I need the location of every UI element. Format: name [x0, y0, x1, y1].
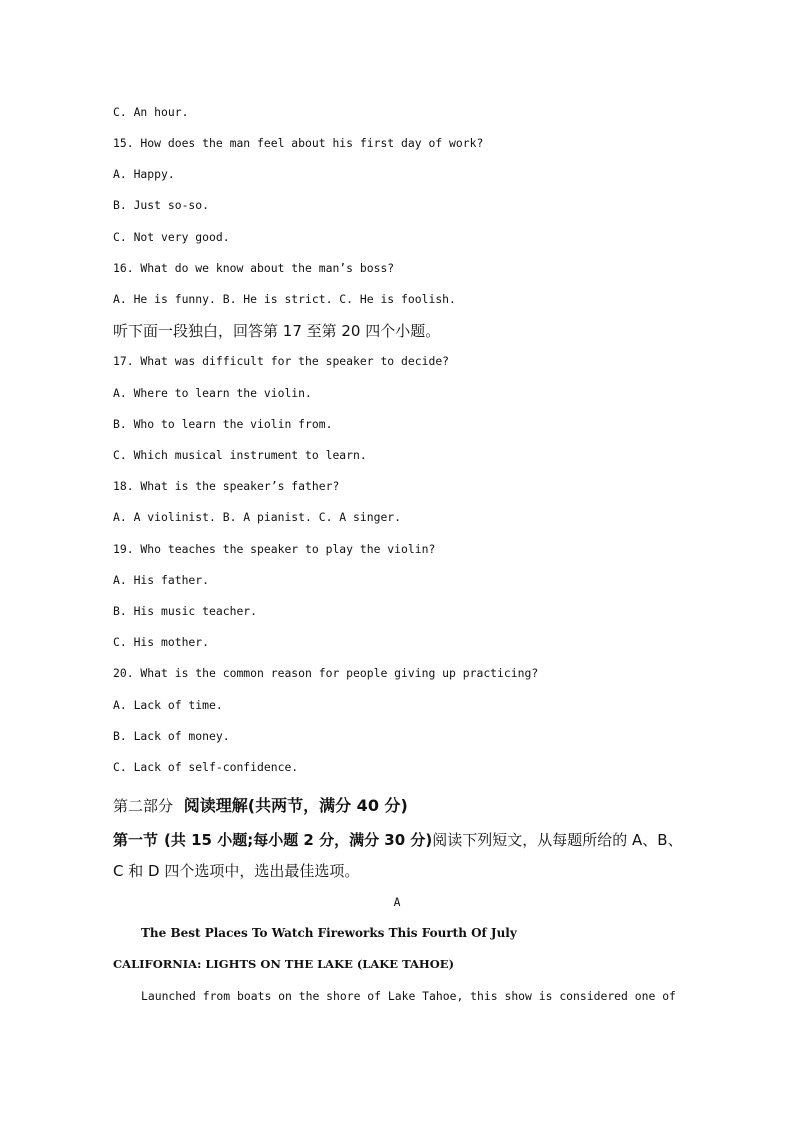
question-15: 15. How does the man feel about his first day of work? [113, 136, 484, 150]
monologue-intro: 听下面一段独白，回答第 17 至第 20 四个小题。 [113, 322, 441, 340]
q20-option-c: C. Lack of self-confidence. [113, 760, 299, 774]
passage-heading-california: CALIFORNIA: LIGHTS ON THE LAKE (LAKE TAHOE) [113, 957, 455, 971]
question-16: 16. What do we know about the man’s boss? [113, 261, 395, 275]
question-17: 17. What was difficult for the speaker to decide? [113, 354, 450, 368]
section-label: 第一节 [113, 831, 159, 849]
q17-option-b: B. Who to learn the violin from. [113, 417, 333, 431]
q20-option-b: B. Lack of money. [113, 729, 230, 743]
question-18: 18. What is the speaker’s father? [113, 479, 340, 493]
q19-option-a: A. His father. [113, 573, 210, 587]
q18-options: A. A violinist. B. A pianist. C. A singer. [113, 510, 402, 524]
q14-option-c: C. An hour. [113, 105, 189, 119]
q17-option-a: A. Where to learn the violin. [113, 386, 312, 400]
part-label: 第二部分 [113, 797, 174, 815]
q16-options: A. He is funny. B. He is strict. C. He is foolish. [113, 292, 456, 306]
q19-option-b: B. His music teacher. [113, 604, 258, 618]
section-one-instructions [113, 829, 683, 850]
passage-title: The Best Places To Watch Fireworks This Fourth Of July [141, 926, 517, 940]
passage-letter: A [393, 895, 401, 909]
part-two-heading [113, 793, 408, 816]
q19-option-c: C. His mother. [113, 635, 210, 649]
question-19: 19. Who teaches the speaker to play the violin? [113, 542, 436, 556]
q15-option-a: A. Happy. [113, 167, 175, 181]
q17-option-c: C. Which musical instrument to learn. [113, 448, 367, 462]
part-title: 阅读理解(共两节，满分 40 分) [183, 796, 408, 815]
passage-paragraph-1: Launched from boats on the shore of Lake Tahoe, this show is considered one of [141, 989, 676, 1003]
q20-option-a: A. Lack of time. [113, 698, 223, 712]
section-bold-text: (共 15 小题;每小题 2 分，满分 30 分) [164, 831, 433, 849]
q15-option-b: B. Just so-so. [113, 198, 210, 212]
section-text-1: 阅读下列短文，从每题所给的 A、B、 [432, 831, 683, 849]
q15-option-c: C. Not very good. [113, 230, 230, 244]
section-text-2: C 和 D 四个选项中，选出最佳选项。 [113, 862, 360, 880]
question-20: 20. What is the common reason for people giving up practicing? [113, 666, 539, 680]
